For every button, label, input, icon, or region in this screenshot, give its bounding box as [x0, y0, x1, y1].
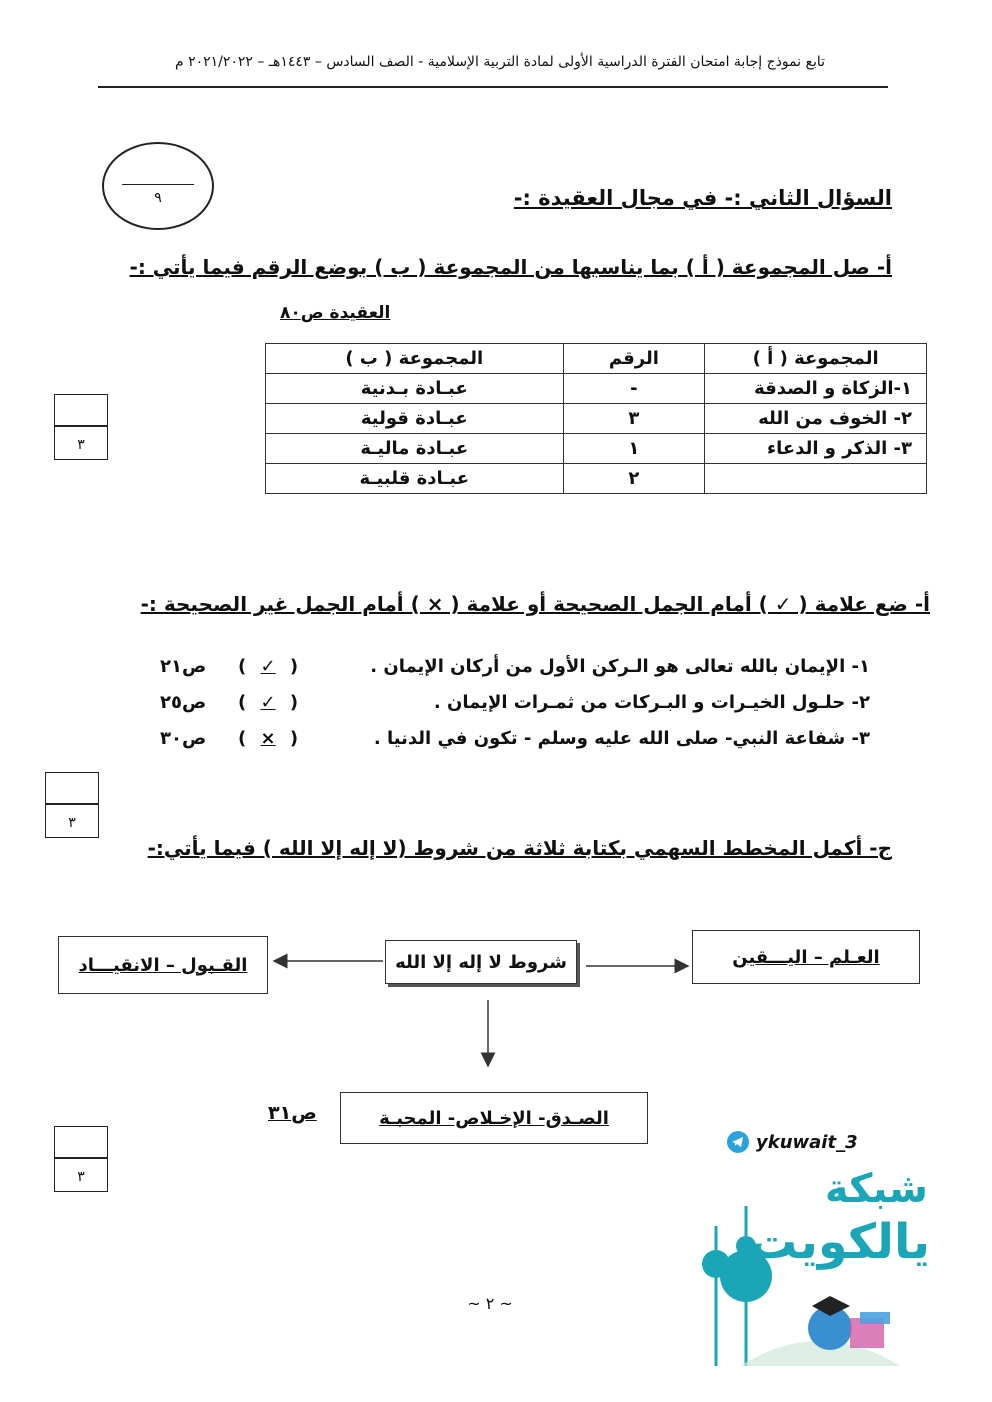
watermark-handle — [726, 1128, 896, 1156]
cell-number: ٣ — [563, 404, 705, 434]
telegram-icon — [726, 1130, 750, 1154]
cross-mark-icon: × — [260, 728, 276, 749]
part-b-score: ٣ — [68, 815, 76, 831]
page-header: تابع نموذج إجابة امتحان الفترة الدراسية الأولى لمادة التربية الإسلامية - الصف السادس – ١٤٤٣هـ – ٢٠٢١/٢٠٢٢ م — [174, 54, 826, 70]
brand-logo — [700, 1166, 940, 1372]
part-a-score: ٣ — [77, 437, 85, 453]
statement-text: ١- الإيمان بالله تعالى هو الـركن الأول من أركان الإيمان . — [370, 656, 870, 677]
cell-group-b: عبـادة قلبيـة — [266, 464, 564, 494]
part-b-instruction: أ- ضع علامة ( ✓ ) أمام الجمل الصحيحة أو علامة ( × ) أمام الجمل غير الصحيحة :- — [140, 592, 930, 616]
statement-text: ٢- حلـول الخيـرات و البـركات من ثمـرات الإيمان . — [433, 692, 870, 713]
cell-number: - — [563, 374, 705, 404]
part-a-instruction: أ- صل المجموعة ( أ ) بما يناسبها من المجموعة ( ب ) بوضع الرقم فيما يأتي :- — [129, 255, 892, 279]
part-c-instruction: ج- أكمل المخطط السهمي بكتابة ثلاثة من شروط (لا إله إلا الله ) فيما يأتي:- — [147, 836, 892, 860]
page-ref: ص٢١ — [160, 656, 207, 677]
statement-text: ٣- شفاعة النبي- صلى الله عليه وسلم - تكون في الدنيا . — [373, 728, 870, 749]
right-box-text: العـلم – اليـــقين — [732, 946, 880, 968]
total-score: ٩ — [154, 190, 162, 206]
mark-slot: ( × ) — [238, 728, 299, 749]
part-a-reference: العقيدة ص٨٠ — [280, 303, 391, 323]
bottom-box-text: الصـدق- الإخـلاص- المحبـة — [379, 1107, 609, 1129]
part-c-score-box — [54, 1126, 108, 1192]
part-c-score: ٣ — [77, 1169, 85, 1185]
header-number: الرقم — [563, 344, 705, 374]
cell-group-a: ٢- الخوف من الله — [705, 404, 927, 434]
check-mark-icon: ✓ — [260, 656, 276, 677]
part-c-page-ref: ص٣١ — [268, 1102, 317, 1124]
page-number: ~ ٢ ~ — [467, 1294, 513, 1313]
cell-group-b: عبـادة بـدنية — [266, 374, 564, 404]
brand-line2: يالكويت — [749, 1214, 930, 1270]
mark-slot: ( ✓ ) — [238, 692, 299, 713]
mark-slot: ( ✓ ) — [238, 656, 299, 677]
header-group-a: المجموعة ( أ ) — [705, 344, 927, 374]
center-box-text: شروط لا إله إلا الله — [395, 951, 567, 973]
header-group-b: المجموعة ( ب ) — [266, 344, 564, 374]
brand-line1: شبكة — [824, 1166, 928, 1212]
question-title: السؤال الثاني :- في مجال العقيدة :- — [513, 186, 892, 210]
score-box-divider — [55, 1157, 107, 1159]
cell-group-b: عبـادة قولية — [266, 404, 564, 434]
cell-group-a: ١-الزكاة و الصدقة — [705, 374, 927, 404]
cell-group-b: عبـادة ماليـة — [266, 434, 564, 464]
left-box-text: القـبول – الانقيـــاد — [78, 954, 248, 976]
cell-number: ٢ — [563, 464, 705, 494]
cell-group-a: ٣- الذكر و الدعاء — [705, 434, 927, 464]
page-ref: ص٣٠ — [160, 728, 207, 749]
page-ref: ص٢٥ — [160, 692, 207, 713]
cell-number: ١ — [563, 434, 705, 464]
handle-text: ykuwait_3 — [756, 1131, 858, 1153]
check-mark-icon: ✓ — [260, 692, 276, 713]
